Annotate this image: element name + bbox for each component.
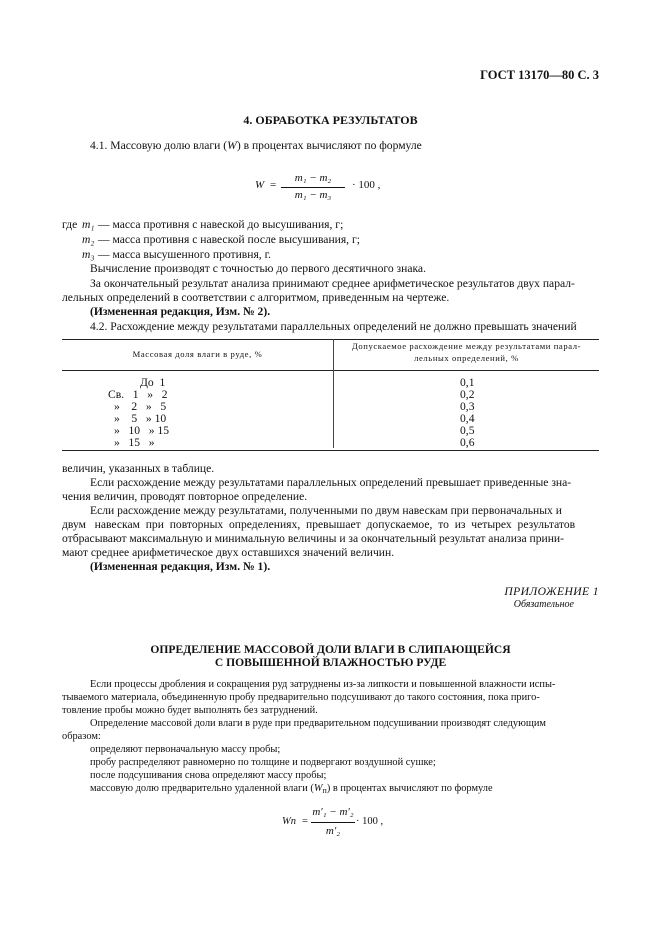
formula2-denominator: m′₂ — [325, 825, 341, 837]
appendix-step-3: после подсушивания снова определяют массу пробы; — [90, 770, 327, 781]
final-result-l2: лельных определений в соответствии с алгоритмом, приведенным на чертеже. — [62, 291, 450, 304]
table-row-range: Св. 1 » 2 — [108, 388, 168, 401]
section-title: 4. ОБРАБОТКА РЕЗУЛЬТАТОВ — [243, 113, 418, 127]
table-top-rule — [62, 339, 599, 340]
appendix-step-2: пробу распределяют равномерно по толщине и подвергают воздушной сушке; — [90, 757, 436, 768]
final-result-l1: За окончательный результат анализа принимают среднее арифметическое результатов двух парал- — [90, 277, 575, 290]
calc-precision: Вычисление производят с точностью до первого десятичного знака. — [90, 262, 426, 275]
table-row-value: 0,5 — [460, 424, 475, 437]
formula-tail: · 100 , — [352, 179, 381, 191]
table-row-value: 0,4 — [460, 412, 475, 425]
paragraph-4-2: 4.2. Расхождение между результатами параллельных определений не должно превышать значений — [90, 320, 577, 333]
appendix-status: Обязательное — [513, 599, 574, 610]
table-row-range: » 5 » 10 — [114, 412, 167, 425]
formula2-fraction-bar — [311, 822, 355, 823]
appendix-p1-l3: товление пробы можно будет выполнять без затруднений. — [62, 705, 318, 716]
appendix-step-4: массовую долю предварительно удаленной влаги $(W_п)$ в процентах вычисляют по формуле — [90, 783, 493, 795]
appendix-label: ПРИЛОЖЕНИЕ 1 — [504, 585, 599, 598]
formula-fraction-bar — [281, 187, 345, 188]
after-table-l6: отбрасывают максимальную и минимальную величины и за окончательный результат анализа прини- — [62, 532, 564, 545]
after-table-l3: чения величин, проводят повторное определение. — [62, 490, 308, 503]
def-text-2: — масса противня с навеской после высушивания, г; — [98, 233, 360, 246]
after-table-l2: Если расхождение между результатами параллельных определений превышает приведенные зна- — [90, 476, 572, 489]
table-header-col2-l1: Допускаемое расхождение между результатами парал- — [351, 341, 582, 351]
formula2-lhs: Wп — [282, 816, 296, 827]
appendix-title-l1: ОПРЕДЕЛЕНИЕ МАССОВОЙ ДОЛИ ВЛАГИ В СЛИПАЮЩЕЙСЯ — [150, 643, 511, 656]
formula-denominator: m₁ − m₃ — [294, 189, 332, 201]
table-row-range: До 1 — [140, 376, 166, 389]
after-table-l4: Если расхождение между результатами, полученными по двум навескам при первоначальных и — [90, 504, 562, 517]
table-row-value: 0,3 — [460, 400, 475, 413]
formula2-tail: · 100 , — [356, 816, 384, 827]
table-row-range: » 2 » 5 — [114, 400, 167, 413]
table-row-range: » 10 » 15 — [114, 424, 170, 437]
appendix-title-l2: С ПОВЫШЕННОЙ ВЛАЖНОСТЬЮ РУДЕ — [214, 656, 447, 669]
appendix-step-1: определяют первоначальную массу пробы; — [90, 744, 281, 755]
after-table-l5: двум навескам при повторных определениях, превышает допускаемое, то из четырех результатов — [62, 518, 576, 531]
appendix-p2-l2: образом: — [62, 731, 101, 742]
table-header-col2-l2: лельных определений, % — [414, 353, 519, 363]
formula-equals: = — [270, 179, 277, 191]
formula2-equals: = — [302, 816, 308, 827]
formula2-numerator: m′₁ − m′₂ — [312, 806, 354, 818]
def-symbol-3: m₃ — [82, 248, 95, 261]
def-text-1: — масса противня с навеской до высушивания, г; — [98, 218, 344, 231]
appendix-p1-l1: Если процессы дробления и сокращения руд затруднены из-за липкости и повышенной влажности испы- — [90, 679, 556, 690]
appendix-p1-l2: тываемого материала, объединенную пробу предварительно подсушивают до такого состояния, пока приго- — [62, 692, 540, 703]
appendix-p2-l1: Определение массовой доли влаги в руде при предварительном подсушивании производят следующим — [90, 718, 546, 729]
paragraph-4-1: 4.1. Массовую долю влаги (W) в процентах вычисляют по формуле — [90, 139, 422, 152]
where-prefix: где — [62, 218, 78, 231]
formula-lhs: W — [255, 179, 265, 191]
table-row-value: 0,2 — [460, 388, 475, 401]
table-header-col1: Массовая доля влаги в руде, % — [132, 349, 263, 359]
table-row-value: 0,6 — [460, 436, 475, 449]
after-table-l7: мают среднее арифметическое двух оставшихся значений величин. — [62, 546, 395, 559]
amendment-note-2: (Измененная редакция, Изм. № 2). — [90, 305, 271, 318]
table-header-rule — [62, 370, 599, 371]
def-symbol-2: m₂ — [82, 233, 95, 246]
table-body-divider — [333, 370, 334, 448]
formula-numerator: m₁ − m₂ — [294, 172, 332, 184]
after-table-l1: величин, указанных в таблице. — [62, 462, 215, 475]
table-row-range: » 15 » — [114, 436, 155, 449]
amendment-note-1: (Измененная редакция, Изм. № 1). — [90, 560, 271, 573]
table-row-value: 0,1 — [460, 376, 475, 389]
page-header: ГОСТ 13170—80 С. 3 — [480, 68, 599, 82]
def-text-3: — масса высушенного противня, г. — [98, 248, 271, 261]
def-symbol-1: m₁ — [82, 218, 95, 231]
table-bottom-rule — [62, 450, 599, 451]
